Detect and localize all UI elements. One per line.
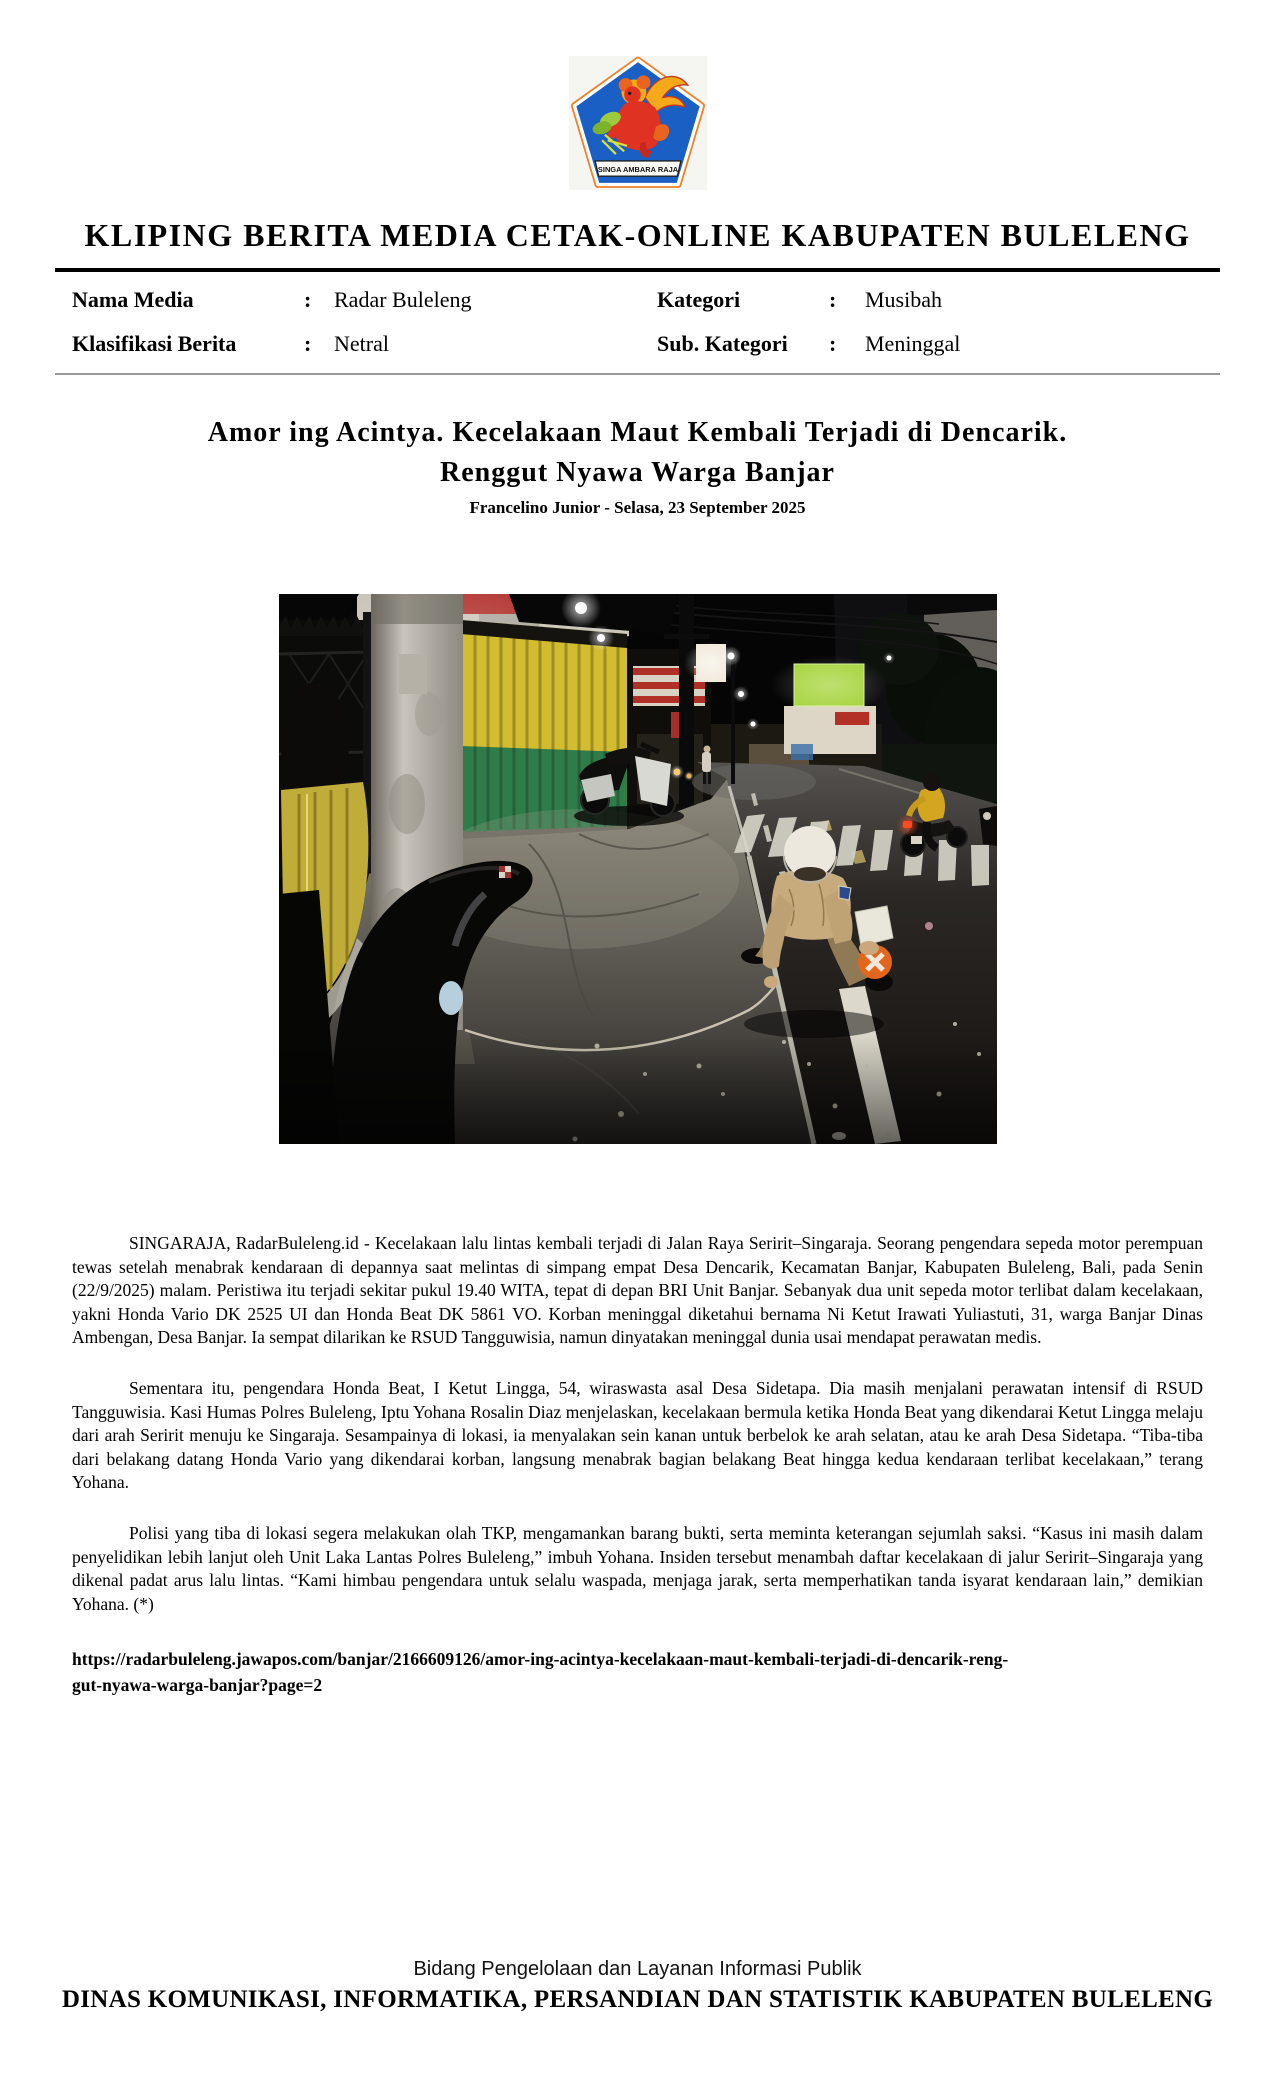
- meta-row-2: [72, 322, 1203, 366]
- meta-colon: :: [829, 331, 837, 356]
- article-body: [72, 1232, 1203, 1616]
- meta-colon: :: [829, 287, 837, 312]
- meta-value-nama-media: Radar Buleleng: [334, 287, 472, 312]
- article-paragraph-3: Polisi yang tiba di lokasi segera melakukan olah TKP, mengamankan barang bukti, serta meminta keterangan sejumlah saksi. “Kasus ini masih dalam penyelidikan lebih lanjut oleh Unit Laka Lantas Polres Buleleng,” imbuh Yohana. Insiden tersebut menambah daftar kecelakaan di jalur Seririt–Singaraja yang dikenal padat arus lalu lintas. “Kami himbau pengendara untuk selalu waspada, menjaga jarak, serta memperhatikan tanda isyarat kendaraan lain,” demikian Yohana. (*): [72, 1522, 1203, 1614]
- bottom-vignette: [279, 1034, 997, 1144]
- article-url-line1: https://radarbuleleng.jawapos.com/banjar/2166609126/amor-ing-acintya-kecelakaan-maut-kembali-terjadi-di-dencarik-reng-: [72, 1649, 1009, 1670]
- meta-row-1: [72, 278, 1203, 322]
- meta-cell-kategori: [657, 287, 1203, 313]
- page-footer: [0, 1958, 1275, 2014]
- meta-cell-klasifikasi: [72, 331, 657, 357]
- article-url-line2: gut-nyawa-warga-banjar?page=2: [72, 1675, 323, 1696]
- meta-colon: :: [304, 331, 312, 356]
- footer-agency: DINAS KOMUNIKASI, INFORMATIKA, PERSANDIAN DAN STATISTIK KABUPATEN BULELENG: [61, 1986, 1214, 2013]
- article-byline: Francelino Junior - Selasa, 23 September 2025: [469, 498, 806, 517]
- checkered-strap: [499, 866, 511, 878]
- article-title-line1: Amor ing Acintya. Kecelakaan Maut Kembali Terjadi di Dencarik.: [207, 417, 1068, 448]
- article-paragraph-2: Sementara itu, pengendara Honda Beat, I Ketut Lingga, 54, wiraswasta asal Desa Sidetapa. Dia masih menjalani perawatan intensif di RSUD Tangguwisia. Kasi Humas Polres Buleleng, Iptu Yohana Rosalin Diaz menjelaskan, kecelakaan bermula ketika Honda Beat yang dikendarai Ketut Lingga melaju dari arah Seririt menuju ke Singaraja. Sesampainya di lokasi, ia menyalakan sein kanan untuk berbelok ke arah selatan, atau ke arah Desa Sidetapa. “Tiba-tiba dari belakang datang Honda Vario yang dikendarai korban, langsung menabrak bagian belakang Beat hingga kedua kendaraan terlibat kecelakaan,” terang Yohana.: [72, 1377, 1203, 1493]
- meta-table: [72, 278, 1203, 366]
- taillight: [903, 821, 912, 828]
- logo-banner-text: SINGA AMBARA RAJA: [597, 165, 678, 175]
- divider-thin: [55, 373, 1220, 375]
- meta-value-kategori: Musibah: [865, 287, 942, 312]
- footer-division: Bidang Pengelolaan dan Layanan Informasi Publik: [413, 1958, 862, 1980]
- meta-label-klasifikasi: Klasifikasi Berita: [72, 331, 237, 356]
- article-title: [0, 413, 1275, 493]
- meta-label-sub-kategori: Sub. Kategori: [657, 331, 788, 356]
- article-title-line2: Renggut Nyawa Warga Banjar: [440, 457, 835, 488]
- meta-label-kategori: Kategori: [657, 287, 741, 312]
- shoulder-patch: [839, 886, 851, 900]
- logo-container: [0, 0, 1275, 195]
- page-title: KLIPING BERITA MEDIA CETAK-ONLINE KABUPATEN BULELENG: [84, 217, 1191, 253]
- article-url: [72, 1646, 1203, 1698]
- meta-label-nama-media: Nama Media: [72, 287, 194, 312]
- blue-glove: [439, 981, 463, 1015]
- article-header: [0, 413, 1275, 518]
- meta-value-sub-kategori: Meninggal: [865, 331, 961, 356]
- buleleng-crest-logo: [567, 56, 709, 190]
- meta-colon: :: [304, 287, 312, 312]
- article-paragraph-1: SINGARAJA, RadarBuleleng.id - Kecelakaan lalu lintas kembali terjadi di Jalan Raya Seririt–Singaraja. Seorang pengendara sepeda motor perempuan tewas setelah menabrak kendaraan di depannya saat melintas di simpang empat Desa Dencarik, Kecamatan Banjar, Kabupaten Buleleng, Bali, pada Senin (22/9/2025) malam. Peristiwa itu terjadi sekitar pukul 19.40 WITA, tepat di depan BRI Unit Banjar. Sebanyak dua unit sepeda motor terlibat dalam kecelakaan, yakni Honda Vario DK 2525 UI dan Honda Beat DK 5861 VO. Korban meninggal diketahui bernama Ni Ketut Irawati Yuliastuti, 31, warga Banjar Dinas Ambengan, Desa Banjar. Ia sempat dilarikan ke RSUD Tangguwisia, namun dinyatakan meninggal dunia usai mendapat perawatan medis.: [72, 1233, 1203, 1348]
- logo-banner: [595, 161, 681, 176]
- night-street-scene: [279, 594, 997, 1144]
- meta-cell-nama-media: [72, 287, 657, 313]
- divider-thick: [55, 268, 1220, 272]
- meta-value-klasifikasi: Netral: [334, 331, 389, 356]
- meta-cell-sub-kategori: [657, 331, 1203, 357]
- article-photo: [0, 594, 1275, 1144]
